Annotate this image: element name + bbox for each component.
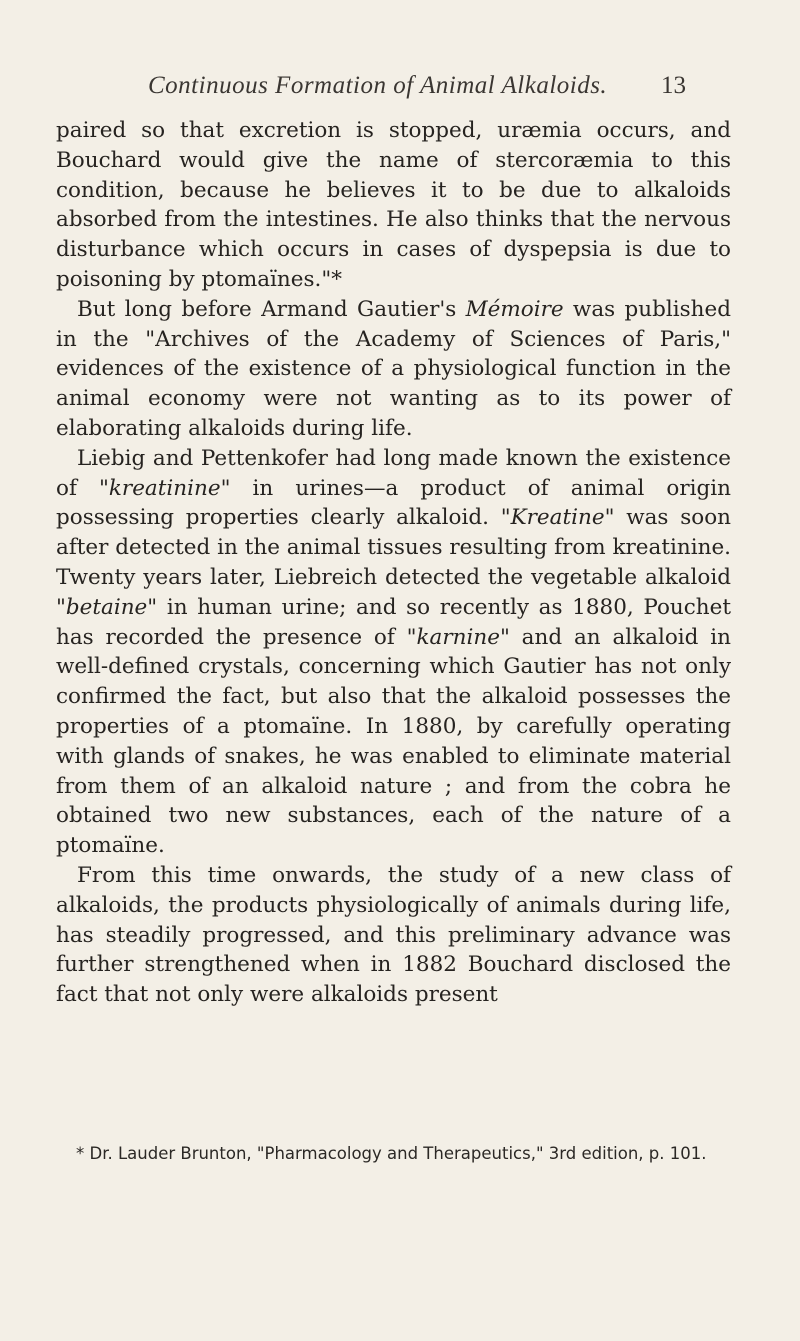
italic-term: Kreatine [510, 505, 605, 531]
paragraph [56, 861, 731, 1010]
text-run: But long before Armand Gautier's [77, 296, 466, 322]
paragraph [56, 116, 731, 295]
text-run: " in urines—a product of animal origin possessing properties clearly alkaloid. " [56, 475, 732, 531]
text-run: was published in the "Archives of the Academy of Sciences of Paris," evidences of the existence of a physiological function in the animal economy were not wanting as to its power of elaborating alkaloids during life. [56, 296, 732, 441]
text-run: From this time onwards, the study of a new class of alkaloids, the products physiologically of animals during life, has steadily progressed, and this preliminary advance was further strengthened when in 1882 Bouchard disclosed the fact that not only were alkaloids present [56, 862, 731, 1008]
running-title: Continuous Formation of Animal Alkaloids. [148, 72, 608, 99]
italic-term: betaine [65, 594, 148, 620]
page-number: 13 [661, 72, 686, 99]
paragraph [56, 444, 731, 861]
text-run: paired so that excretion is stopped, uræmia occurs, and Bouchard would give the name of stercoræmia to this condition, because he believes it to be due to alkaloids absorbed from the intestines. He also thinks that the nervous disturbance which occurs in cases of dyspepsia is due to poisoning by ptomaïnes."* [56, 118, 731, 292]
body-text [56, 116, 731, 1010]
running-head [0, 72, 800, 112]
text-run: " was soon after detected in the animal tissues resulting from kreatinine. Twenty years later, Liebreich detected the vegetable alkaloid " [56, 505, 731, 620]
text-run: " and an alkaloid in well-defined crystals, concerning which Gautier has not only confirmed the fact, but also that the alkaloid possesses the properties of a ptomaïne. In 1880, by carefully operating with glands of snakes, he was enabled to eliminate material from them of an alkaloid nature ; and from the cobra he obtained two new substances, each of the nature of a ptomaïne. [56, 624, 731, 859]
italic-term: karnine [416, 624, 500, 650]
text-run: " in human urine; and so recently as 1880, Pouchet has recorded the presence of " [56, 594, 731, 650]
footnote [56, 1143, 731, 1165]
footnote-text: * Dr. Lauder Brunton, "Pharmacology and Therapeutics," 3rd edition, p. 101. [76, 1144, 707, 1163]
text-run: Liebig and Pettenkofer had long made known the existence of " [56, 445, 731, 501]
paragraph [56, 295, 731, 444]
italic-term: kreatinine [108, 475, 221, 501]
italic-term: Mémoire [465, 296, 564, 322]
